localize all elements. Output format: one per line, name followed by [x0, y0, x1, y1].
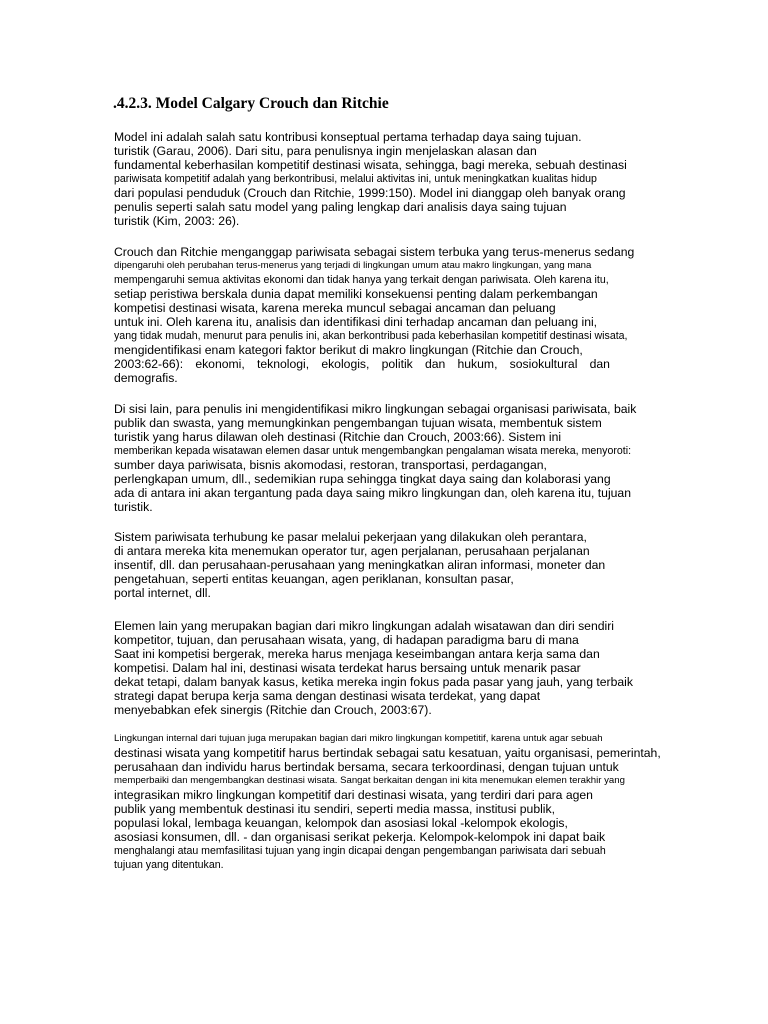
text-line: kompetisi. Dalam hal ini, destinasi wisata terdekat harus bersaing untuk menarik pasar: [114, 661, 581, 675]
text-line: tujuan yang ditentukan.: [114, 859, 224, 871]
text-line: [114, 357, 610, 371]
text-line: di antara mereka kita menemukan operator tur, agen perjalanan, perusahaan perjalanan: [114, 544, 590, 558]
word: dan: [589, 357, 610, 371]
text-line: yang tidak mudah, menurut para penulis ini, akan berkontribusi pada keberhasilan kompetitif destinasi wisata,: [114, 330, 628, 342]
section-heading: .4.2.3. Model Calgary Crouch dan Ritchie: [113, 95, 389, 112]
paragraph-2: [114, 245, 734, 385]
text-line: asosiasi konsumen, dll. - dan organisasi serikat pekerja. Kelompok-kelompok ini dapat baik: [114, 830, 606, 844]
word: ekologis,: [321, 357, 370, 371]
text-line: pariwisata kompetitif adalah yang berkontribusi, melalui aktivitas ini, untuk meningkatkan kualitas hidup: [114, 173, 597, 185]
text-line: insentif, dll. dan perusahaan-perusahaan yang meningkatkan aliran informasi, moneter dan: [114, 558, 606, 572]
text-line: integrasikan mikro lingkungan kompetitif dari destinasi wisata, yang terdiri dari para agen: [114, 788, 593, 802]
text-line: memperbaiki dan mengembangkan destinasi wisata. Sangat berkaitan dengan ini kita menemukan elemen terakhir yang: [114, 775, 625, 786]
text-line: Model ini adalah salah satu kontribusi konseptual pertama terhadap daya saing tujuan.: [114, 130, 582, 144]
text-line: Elemen lain yang merupakan bagian dari mikro lingkungan adalah wisatawan dan diri sendiri: [114, 619, 614, 633]
text-line: menyebabkan efek sinergis (Ritchie dan Crouch, 2003:67).: [114, 703, 432, 717]
paragraph-3: [114, 402, 734, 514]
word: 2003:62-66):: [114, 357, 184, 371]
text-line: turistik.: [114, 500, 153, 514]
text-line: destinasi wisata yang kompetitif harus bertindak sebagai satu kesatuan, yaitu organisasi, pemerintah,: [114, 746, 661, 760]
text-line: Lingkungan internal dari tujuan juga merupakan bagian dari mikro lingkungan kompetitif, karena untuk agar sebuah: [114, 733, 603, 744]
text-line: publik dan swasta, yang memungkinkan pengembangan tujuan wisata, membentuk sistem: [114, 416, 602, 430]
word: ekonomi,: [195, 357, 245, 371]
word: dan: [424, 357, 446, 371]
paragraph-6: [114, 732, 734, 872]
word: politik: [381, 357, 413, 371]
text-line: menghalangi atau memfasilitasi tujuan yang ingin dicapai dengan pengembangan pariwisata dari sebuah: [114, 845, 606, 857]
text-line: mempengaruhi semua aktivitas ekonomi dan tidak hanya yang terkait dengan pariwisata. Oleh karena itu,: [114, 274, 609, 286]
text-line: Sistem pariwisata terhubung ke pasar melalui pekerjaan yang dilakukan oleh perantara,: [114, 530, 587, 544]
text-line: kompetitor, tujuan, dan perusahaan wisata, yang, di hadapan paradigma baru di mana: [114, 633, 579, 647]
text-line: Di sisi lain, para penulis ini mengidentifikasi mikro lingkungan sebagai organisasi pariwisata, baik: [114, 402, 637, 416]
text-line: turistik (Garau, 2006). Dari situ, para penulisnya ingin menjelaskan alasan dan: [114, 144, 537, 158]
text-line: mengidentifikasi enam kategori faktor berikut di makro lingkungan (Ritchie dan Crouch,: [114, 343, 583, 357]
text-line: publik yang membentuk destinasi itu sendiri, seperti media massa, institusi publik,: [114, 802, 555, 816]
text-line: perlengkapan umum, dll., sedemikian rupa sehingga tingkat daya saing dan kolaborasi yang: [114, 472, 611, 486]
text-line: populasi lokal, lembaga keuangan, kelompok dan asosiasi lokal -kelompok ekologis,: [114, 816, 568, 830]
text-line: fundamental keberhasilan kompetitif destinasi wisata, sehingga, bagi mereka, sebuah destinasi: [114, 158, 627, 172]
text-line: dari populasi penduduk (Crouch dan Ritchie, 1999:150). Model ini dianggap oleh banyak orang: [114, 186, 626, 200]
text-line: turistik yang harus dilawan oleh destinasi (Ritchie dan Crouch, 2003:66). Sistem ini: [114, 430, 562, 444]
text-line: perusahaan dan individu harus bertindak bersama, secara terkoordinasi, dengan tujuan untuk: [114, 760, 619, 774]
text-line: kompetisi destinasi wisata, karena mereka muncul sebagai ancaman dan peluang: [114, 301, 556, 315]
word: teknologi,: [256, 357, 310, 371]
text-line: dekat tetapi, dalam banyak kasus, ketika mereka ingin fokus pada pasar yang jauh, yang terbaik: [114, 675, 633, 689]
text-line: Saat ini kompetisi bergerak, mereka harus menjaga keseimbangan antara kerja sama dan: [114, 647, 600, 661]
paragraph-1: [114, 130, 734, 228]
text-line: portal internet, dll.: [114, 586, 211, 600]
text-line: sumber daya pariwisata, bisnis akomodasi, restoran, transportasi, perdagangan,: [114, 458, 547, 472]
paragraph-4: [114, 530, 734, 600]
text-line: setiap peristiwa berskala dunia dapat memiliki konsekuensi penting dalam perkembangan: [114, 287, 598, 301]
text-line: penulis seperti salah satu model yang paling lengkap dari analisis daya saing tujuan: [114, 200, 567, 214]
text-line: turistik (Kim, 2003: 26).: [114, 214, 240, 228]
text-line: pengetahuan, seperti entitas keuangan, agen periklanan, konsultan pasar,: [114, 572, 514, 586]
text-line: Crouch dan Ritchie menganggap pariwisata sebagai sistem terbuka yang terus-menerus sedang: [114, 245, 635, 259]
text-line: untuk ini. Oleh karena itu, analisis dan identifikasi dini terhadap ancaman dan peluang ini,: [114, 315, 598, 329]
text-line: memberikan kepada wisatawan elemen dasar untuk mengembangkan pengalaman wisata mereka, menyoroti:: [114, 445, 632, 457]
text-line: dipengaruhi oleh perubahan terus-menerus yang terjadi di lingkungan umum atau makro lingkungan, yang mana: [114, 260, 592, 271]
text-line: demografis.: [114, 371, 178, 385]
text-line: strategi dapat berupa kerja sama dengan destinasi wisata terdekat, yang dapat: [114, 689, 541, 703]
text-line: ada di antara ini akan tergantung pada daya saing mikro lingkungan dan, oleh karena itu, tujuan: [114, 486, 631, 500]
paragraph-5: [114, 619, 734, 717]
word: sosiokultural: [509, 357, 578, 371]
word: hukum,: [457, 357, 498, 371]
